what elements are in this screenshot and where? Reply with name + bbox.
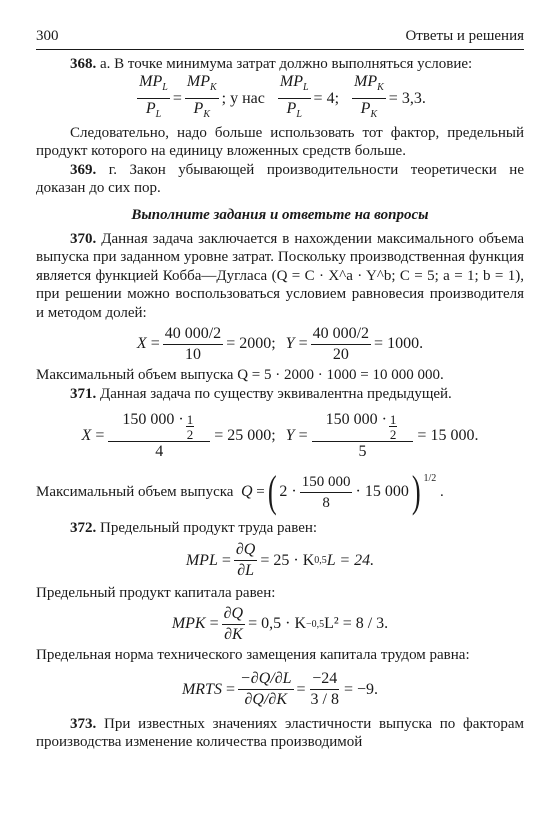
conclusion-368: Следовательно, надо больше использовать тот фактор, предельный продукт которого на единицу вложенных средств больше. bbox=[36, 124, 524, 159]
answer-372: 372. Предельный продукт труда равен: bbox=[70, 520, 318, 536]
answer-373: 373. При известных значениях эластичности выпуска по факторам производства изменение количества производимой bbox=[36, 715, 524, 750]
formula-mpk: MPK = $\frac{\partial Q}{\partial K}$ = 0,5 · K −0,5 L² = 8 / 3. bbox=[171, 604, 389, 643]
answer-368: 368. а. В точке минимума затрат должно выполняться условие: bbox=[70, 56, 473, 72]
mrts-intro: Предельная норма технического замещения капитала трудом равна: bbox=[36, 647, 470, 663]
result-370: Максимальный объем выпуска Q = 5 · 2000 · 1000 = 10 000 000. bbox=[36, 367, 444, 383]
formula-368: $\frac{MP_L}{P_L}$ = $\frac{MP_K}{P_K}$ ; у нас $\frac{MP_L}{P_L}$ = 4; $\frac{MP_K}{P_K}$ = 3,3. bbox=[139, 72, 426, 121]
page-number: 300 bbox=[36, 28, 59, 44]
result-371: Максимальный объем выпуска Q = ( 2 · $\frac{150 000}{8}$ · 15 000 ) $^{1/2}$ . bbox=[36, 467, 444, 516]
answer-369: 369. г. Закон убывающей производительности теоретически не доказан до сих пор. bbox=[36, 161, 524, 196]
page bbox=[36, 28, 524, 752]
answer-371: 371. Данная задача по существу эквивалентна предыдущей. bbox=[70, 385, 452, 402]
formula-mpl: MPL = $\frac{\partial Q}{\partial L}$ = 25 · K 0,5 L = 24. bbox=[185, 541, 375, 579]
mpk-intro: Предельный продукт капитала равен: bbox=[36, 584, 276, 601]
formula-371: X = 150 000 · $\frac{1}{2}$ 4 = 25 000; Y = 150 000 · $\frac{1}{2}$ 5 = 15 000. bbox=[81, 411, 479, 460]
formula-370: X = $\frac{40 000/2}{10}$ = 2000; Y = $\frac{40 000/2}{20}$ = 1000. bbox=[136, 324, 424, 363]
formula-mrts: MRTS = $\frac{-\partial Q/\partial L}{\partial Q/\partial K}$ = $\frac{-24}{3 / 8}$ = −9. bbox=[181, 670, 379, 708]
running-title: Ответы и решения bbox=[405, 28, 524, 44]
page-header bbox=[36, 28, 524, 50]
answer-370: 370. Данная задача заключается в нахождении максимального объема выпуска при заданном уровне затрат. Поскольку производственная функция является функцией Кобба—Дугласа (Q = C · X^a · Y^b; C = 5; a = 1; b = 1), при решении можно воспользоваться условием равновесия производителя и методом долей: bbox=[36, 230, 524, 321]
section-title: Выполните задания и ответьте на вопросы bbox=[131, 206, 429, 223]
